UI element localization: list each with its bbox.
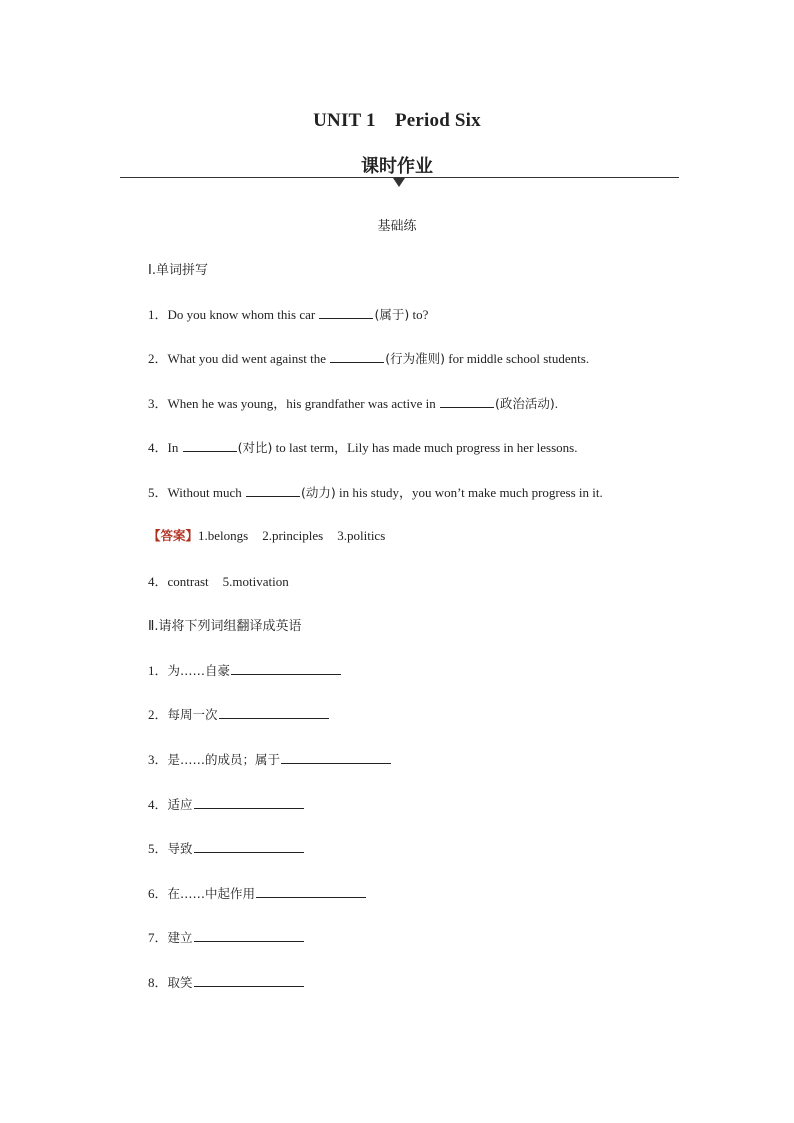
answer-blank[interactable] (231, 662, 341, 675)
phrase-item-3: 3．是……的成员；属于 (148, 749, 392, 768)
page-subtitle: 课时作业 (361, 156, 433, 177)
triangle-down-icon (393, 178, 405, 187)
question-2: 2．What you did went against the (行为准则) for middle school students. (148, 351, 590, 366)
answer-blank[interactable] (246, 484, 300, 497)
phrase-item-4: 4．适应 (148, 794, 305, 813)
answers-line-1: 【答案】1.belongs 2.principles 3.politics (148, 528, 386, 543)
phrase-item-1: 1．为……自豪 (148, 660, 342, 679)
answer-blank[interactable] (194, 929, 304, 942)
phrase-item-2: 2．每周一次 (148, 704, 330, 723)
phrase-item-8: 8．取笑 (148, 972, 305, 991)
phrase-item-6: 6．在……中起作用 (148, 883, 367, 902)
page-title: UNIT 1 Period Six (313, 110, 481, 131)
answer-blank[interactable] (256, 885, 366, 898)
answer-blank[interactable] (194, 796, 304, 809)
section-basic-label: 基础练 (377, 219, 417, 234)
question-1: 1．Do you know whom this car (属于) to? (148, 307, 429, 322)
answer-blank[interactable] (281, 751, 391, 764)
answer-blank[interactable] (183, 439, 237, 452)
answers-line-2: 4．contrast 5.motivation (148, 574, 289, 589)
answer-blank[interactable] (194, 974, 304, 987)
part2-heading: Ⅱ.请将下列词组翻译成英语 (148, 619, 302, 634)
answer-blank[interactable] (219, 706, 329, 719)
phrase-item-5: 5．导致 (148, 838, 305, 857)
answer-tag: 【答案】 (148, 528, 199, 543)
answer-blank[interactable] (319, 306, 373, 319)
answer-blank[interactable] (330, 350, 384, 363)
question-3: 3．When he was young，his grandfather was active in (政治活动). (148, 396, 559, 411)
question-4: 4．In (对比) to last term，Lily has made much progress in her lessons. (148, 440, 578, 455)
answer-blank[interactable] (440, 395, 494, 408)
part1-heading: Ⅰ.单词拼写 (148, 263, 208, 278)
phrase-item-7: 7．建立 (148, 927, 305, 946)
answer-blank[interactable] (194, 840, 304, 853)
question-5: 5．Without much (动力) in his study，you won’t make much progress in it. (148, 485, 603, 500)
